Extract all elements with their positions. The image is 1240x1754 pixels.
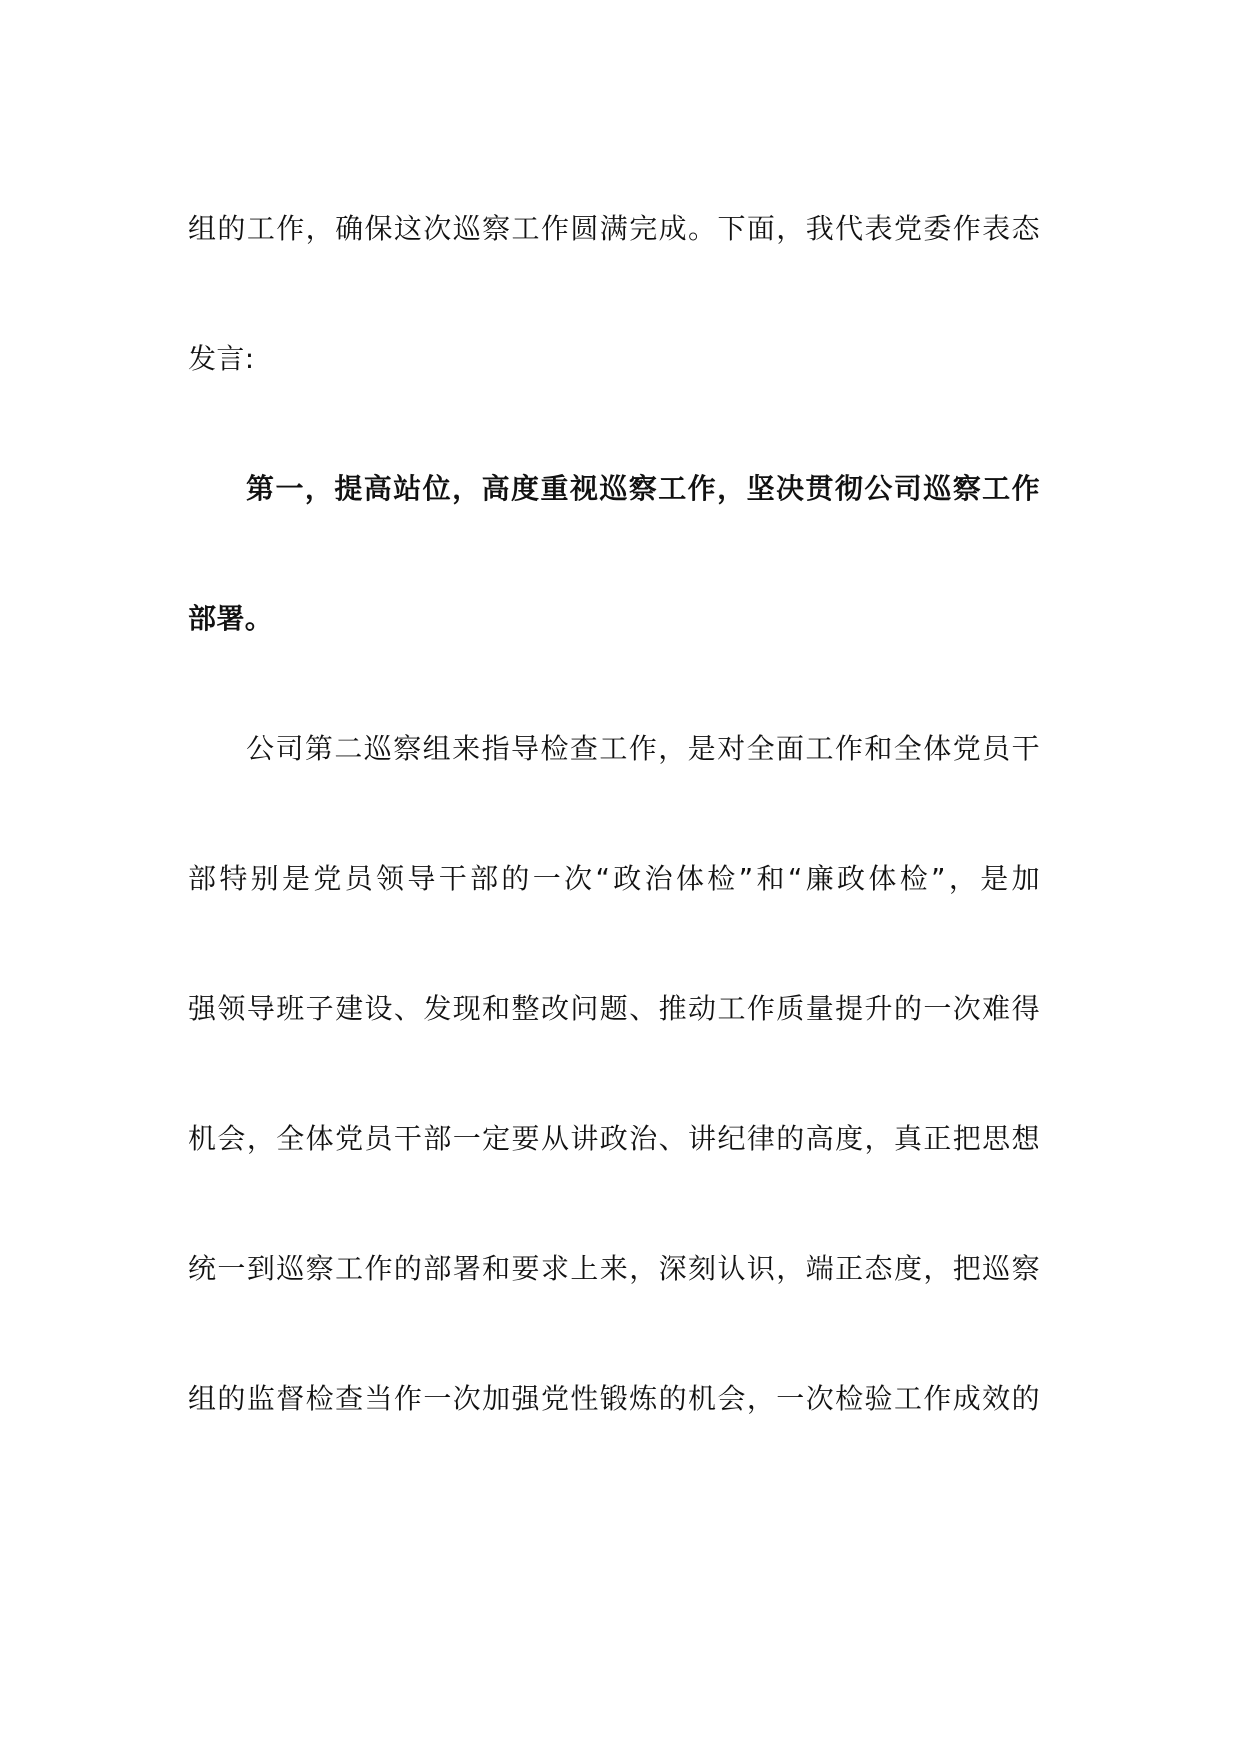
body-text-line: 机会，全体党员干部一定要从讲政治、讲纪律的高度，真正把思想 bbox=[188, 1122, 1040, 1155]
body-text-line: 强领导班子建设、发现和整改问题、推动工作质量提升的一次难得 bbox=[188, 992, 1040, 1025]
body-text-line: 组的监督检查当作一次加强党性锻炼的机会，一次检验工作成效的 bbox=[188, 1382, 1040, 1415]
body-text-line: 公司第二巡察组来指导检查工作，是对全面工作和全体党员干 bbox=[246, 732, 1040, 765]
body-text-line: 组的工作，确保这次巡察工作圆满完成。下面，我代表党委作表态 bbox=[188, 212, 1040, 245]
section-heading-line: 部署。 bbox=[188, 602, 274, 635]
body-text-line: 发言: bbox=[188, 342, 255, 375]
document-body bbox=[188, 164, 1040, 1464]
body-text-line: 部特别是党员领导干部的一次“政治体检”和“廉政体检”，是加 bbox=[188, 862, 1040, 895]
section-heading-line: 第一，提高站位，高度重视巡察工作，坚决贯彻公司巡察工作 bbox=[246, 472, 1040, 505]
body-text-line: 统一到巡察工作的部署和要求上来，深刻认识，端正态度，把巡察 bbox=[188, 1252, 1040, 1285]
